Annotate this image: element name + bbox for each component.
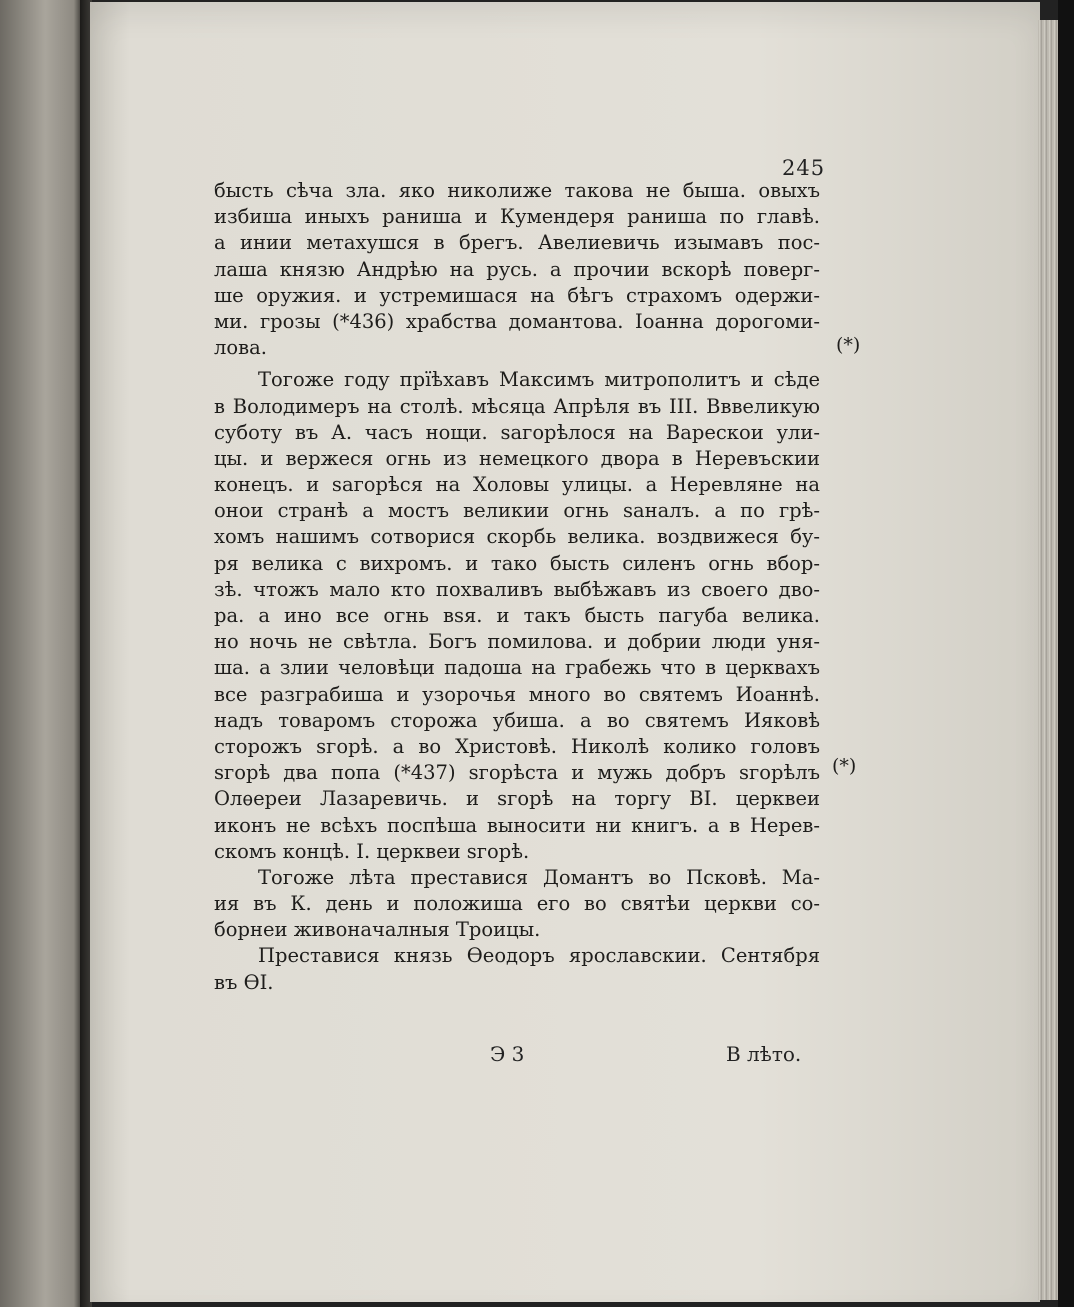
text-line: бысть сѣча зла. яко николиже такова не быша. овыхъ — [214, 179, 820, 202]
text-line: все разграбиша и узорочья много во святемъ Иоаннѣ. — [214, 682, 820, 706]
margin-marker-2: (*) — [832, 755, 857, 777]
text-line: избиша иныхъ раниша и Кумендеря раниша по главѣ. — [214, 205, 820, 229]
text-line: а инии метахушся в брегъ. Авелиевичь изымавъ пос- — [214, 231, 820, 255]
body-text — [214, 178, 820, 996]
text-line: Олѳереи Лазаревичь. и ѕгорѣ на торгу ВІ. церквеи — [214, 787, 820, 811]
text-line: хомъ нашимъ сотворися скорбь велика. воздвижеся бу- — [214, 525, 820, 549]
text-line: ѕгорѣ два попа (*437) ѕгорѣста и мужь добръ ѕгорѣлъ — [214, 761, 820, 785]
text-line: суботу въ А. часъ нощи. ѕагорѣлося на Варескои ули- — [214, 420, 820, 444]
text-line: лаша князю Андрѣю на русь. а прочии вскорѣ поверг- — [214, 257, 820, 281]
text-line: ми. грозы (*436) храбства домантова. Іоанна дорогоми- — [214, 309, 820, 333]
text-line: цы. и вержеся огнь из немецкого двора в Неревъскии — [214, 446, 820, 470]
left-page-edge — [0, 0, 82, 1307]
text-line: в Володимеръ на столѣ. мѣсяца Апрѣля въ ІІІ. Вввеликую — [214, 394, 820, 418]
text-line: но ночь не свѣтла. Богъ помилова. и добрии люди уня- — [214, 630, 820, 654]
text-line: конецъ. и ѕагорѣся на Холовы улицы. а Неревляне на — [214, 473, 820, 497]
text-line: ше оружия. и устремишася на бѣгъ страхомъ одержи- — [214, 283, 820, 307]
text-line: сторожъ ѕгорѣ. а во Христовѣ. Николѣ колико головъ — [214, 734, 820, 758]
page-number: 245 — [782, 156, 826, 180]
text-line: иконъ не всѣхъ поспѣша выносити ни книгъ. а в Нерев- — [214, 813, 820, 837]
text-line: борнеи живоначалныя Троицы. — [214, 918, 541, 942]
text-line: Тогоже году прїѣхавъ Максимъ митрополитъ и сѣде — [258, 368, 820, 392]
text-line: скомъ концѣ. І. церквеи ѕгорѣ. — [214, 839, 530, 863]
text-line: ша. а злии человѣци падоша на грабежь что в церквахъ — [214, 656, 820, 680]
text-line: онои странѣ а мостъ великии огнь ѕаналъ. а по грѣ- — [214, 499, 820, 523]
text-line: въ ѲІ. — [214, 970, 274, 994]
text-line: ря велика с вихромъ. и тако бысть силенъ огнь вбор- — [214, 551, 820, 575]
text-line: лова. — [214, 336, 267, 360]
text-line: зѣ. чтожъ мало кто похваливъ выбѣжавъ из своего дво- — [214, 577, 820, 601]
margin-marker-1: (*) — [836, 334, 861, 356]
text-line: надъ товаромъ сторожа убиша. а во святемъ Ияковѣ — [214, 708, 820, 732]
background-edge — [1058, 0, 1074, 1307]
text-line: Тогоже лѣта преставися Домантъ во Псковѣ. Ма- — [258, 865, 820, 889]
catchword: В лѣто. — [726, 1042, 802, 1066]
text-line: ия въ К. день и положиша его во святѣи церкви со- — [214, 892, 820, 916]
text-line: Преставися князь Ѳеодоръ ярославскии. Сентября — [258, 944, 820, 968]
signature-mark: Э 3 — [490, 1042, 525, 1066]
page-stack-edge — [1038, 20, 1060, 1300]
text-line: ра. а ино все огнь вѕя. и такъ бысть пагуба велика. — [214, 604, 820, 627]
